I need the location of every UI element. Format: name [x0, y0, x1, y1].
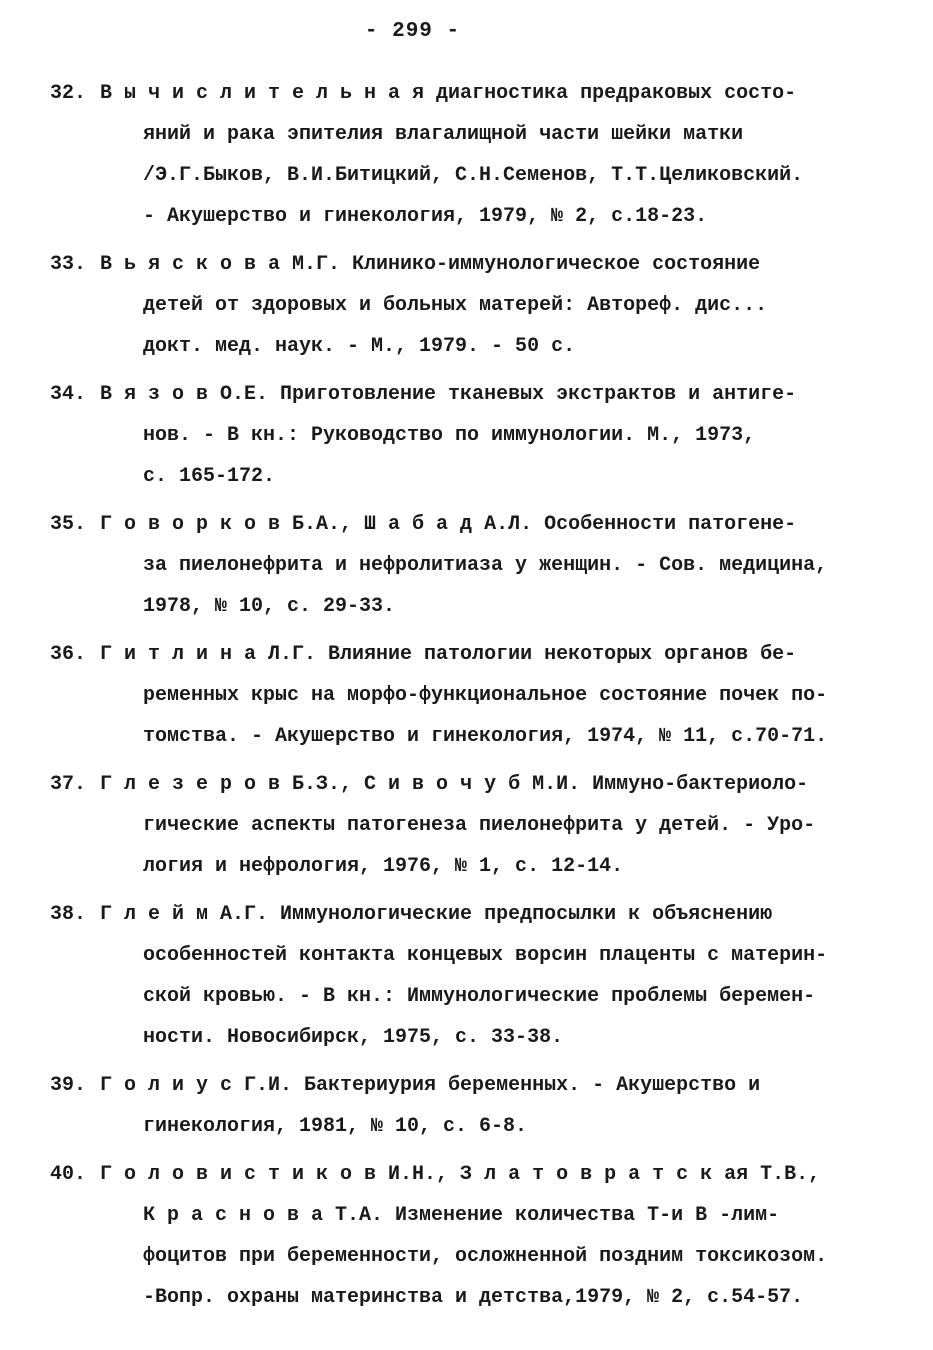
entry-line: фоцитов при беременности, осложненной поздним токсикозом.	[143, 1245, 828, 1268]
bibliography-entry	[50, 374, 900, 497]
entry-line: детей от здоровых и больных матерей: Автореф. дис...	[143, 294, 768, 317]
entry-line: - Акушерство и гинекология, 1979, № 2, с.18-23.	[143, 205, 708, 228]
entry-line: Г о л и у с Г.И. Бактериурия беременных. - Акушерство и	[100, 1074, 761, 1097]
entry-line: ности. Новосибирск, 1975, с. 33-38.	[143, 1026, 564, 1049]
entry-number: 38.	[50, 903, 87, 926]
entry-line: К р а с н о в а Т.А. Изменение количества Т-и В -лим-	[143, 1204, 780, 1227]
entry-line: Г л е з е р о в Б.З., С и в о ч у б М.И. Иммуно-бактериоло-	[100, 773, 809, 796]
bibliography-entry	[50, 1154, 900, 1318]
page-number: - 299 -	[364, 20, 461, 43]
entry-number: 36.	[50, 643, 87, 666]
entry-number: 32.	[50, 82, 87, 105]
entry-line: гические аспекты патогенеза пиелонефрита у детей. - Уро-	[143, 814, 816, 837]
entry-line: нов. - В кн.: Руководство по иммунологии. М., 1973,	[143, 424, 756, 447]
bibliography-entry	[50, 504, 900, 627]
entry-line: логия и нефрология, 1976, № 1, с. 12-14.	[143, 855, 624, 878]
entry-line: ской кровью. - В кн.: Иммунологические проблемы беремен-	[143, 985, 816, 1008]
bibliography-entry	[50, 244, 900, 367]
entry-line: особенностей контакта концевых ворсин плаценты с материн-	[143, 944, 828, 967]
entry-line: докт. мед. наук. - М., 1979. - 50 с.	[143, 335, 576, 358]
entry-line: -Вопр. охраны материнства и детства,1979, № 2, с.54-57.	[143, 1286, 804, 1309]
entry-line: 1978, № 10, с. 29-33.	[143, 595, 396, 618]
entry-line: Г о л о в и с т и к о в И.Н., З л а т о в р а т с к ая Т.В.,	[100, 1163, 821, 1186]
entry-number: 35.	[50, 513, 87, 536]
entry-line: ременных крыс на морфо-функциональное состояние почек по-	[143, 684, 828, 707]
entry-line: Г и т л и н а Л.Г. Влияние патологии некоторых органов бе-	[100, 643, 797, 666]
entry-line: /Э.Г.Быков, В.И.Битицкий, С.Н.Семенов, Т.Т.Целиковский.	[143, 164, 804, 187]
entry-number: 34.	[50, 383, 87, 406]
entry-line: Г л е й м А.Г. Иммунологические предпосылки к объяснению	[100, 903, 773, 926]
bibliography-entry	[50, 1065, 900, 1147]
bibliography-entry	[50, 73, 900, 237]
entry-line: гинекология, 1981, № 10, с. 6-8.	[143, 1115, 528, 1138]
bibliography-entry	[50, 894, 900, 1058]
entry-number: 39.	[50, 1074, 87, 1097]
entry-line: яний и рака эпителия влагалищной части шейки матки	[143, 123, 744, 146]
entry-line: томства. - Акушерство и гинекология, 1974, № 11, с.70-71.	[143, 725, 828, 748]
entry-line: В я з о в О.Е. Приготовление тканевых экстрактов и антиге-	[100, 383, 797, 406]
entry-number: 37.	[50, 773, 87, 796]
entry-line: с. 165-172.	[143, 465, 276, 488]
entry-number: 40.	[50, 1163, 87, 1186]
entry-line: Г о в о р к о в Б.А., Ш а б а д А.Л. Особенности патогене-	[100, 513, 797, 536]
bibliography-entry	[50, 634, 900, 757]
bibliography-entry	[50, 764, 900, 887]
entry-line: В ы ч и с л и т е л ь н а я диагностика предраковых состо-	[100, 82, 797, 105]
entry-number: 33.	[50, 253, 87, 276]
entry-line: В ь я с к о в а М.Г. Клинико-иммунологическое состояние	[100, 253, 761, 276]
bibliography-list	[50, 73, 900, 1325]
entry-line: за пиелонефрита и нефролитиаза у женщин. - Сов. медицина,	[143, 554, 828, 577]
